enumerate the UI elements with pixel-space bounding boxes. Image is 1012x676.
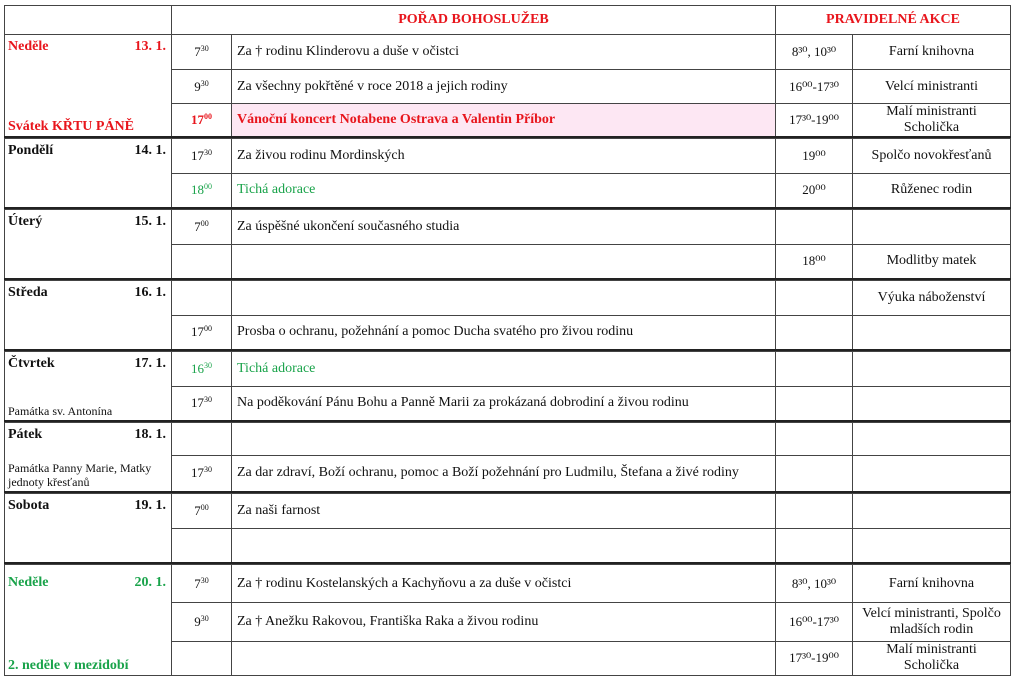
concert-intention: Vánoční koncert Notabene Ostrava a Valentin Příbor	[232, 103, 776, 137]
day-cell-friday	[5, 423, 172, 493]
mass-intention: Za † rodinu Klinderovu a duše v očistci	[232, 35, 776, 70]
day-name: Sobota	[8, 498, 50, 513]
mass-time	[172, 423, 232, 456]
mass-intention: Za naši farnost	[232, 494, 776, 529]
event-time: 17³⁰-19⁰⁰	[776, 641, 853, 675]
day-note: Svátek KŘTU PÁNĚ	[8, 119, 135, 134]
day-cell-sunday-13	[5, 35, 172, 138]
mass-intention: Prosba o ochranu, požehnání a pomoc Ducha svatého pro živou rodinu	[232, 315, 776, 350]
event-time	[776, 423, 853, 456]
day-cell-sunday-20	[5, 565, 172, 676]
mass-time	[172, 641, 232, 675]
table-row	[5, 565, 1011, 603]
day-date: 14. 1.	[134, 143, 166, 158]
event-time	[776, 386, 853, 421]
mass-intention: Za dar zdraví, Boží ochranu, pomoc a Boží požehnání pro Ludmilu, Štefana a živé rodiny	[232, 455, 776, 492]
mass-time: $17^{00}$	[172, 103, 232, 137]
table-row	[5, 423, 1011, 456]
mass-time: $17^{30}$	[172, 386, 232, 421]
day-cell-tuesday	[5, 210, 172, 280]
event-name	[853, 315, 1011, 350]
event-name	[853, 423, 1011, 456]
day-date: 16. 1.	[134, 285, 166, 300]
day-name: Pondělí	[8, 143, 54, 158]
mass-time: $17^{00}$	[172, 315, 232, 350]
event-name	[853, 494, 1011, 529]
event-name	[853, 352, 1011, 387]
day-date: 15. 1.	[134, 214, 166, 229]
day-cell-saturday	[5, 494, 172, 564]
day-name: Neděle	[8, 575, 49, 590]
event-name	[853, 528, 1011, 563]
event-time: 18⁰⁰	[776, 244, 853, 279]
schedule-sheet	[4, 5, 1010, 673]
day-note: 2. neděle v mezidobí	[8, 658, 129, 673]
mass-time: $17^{30}$	[172, 139, 232, 174]
event-time	[776, 528, 853, 563]
day-cell-wednesday	[5, 281, 172, 351]
day-name: Pátek	[8, 427, 43, 442]
regular-events-title: PRAVIDELNÉ AKCE	[776, 6, 1011, 35]
schedule-title: POŘAD BOHOSLUŽEB	[172, 6, 776, 35]
event-time	[776, 210, 853, 245]
day-cell-thursday	[5, 352, 172, 422]
event-name: Růženec rodin	[853, 173, 1011, 208]
mass-time: $7^{00}$	[172, 210, 232, 245]
day-note: Památka Panny Marie, Matky jednoty křesťanů	[8, 461, 152, 489]
mass-intention: Za † Anežku Rakovou, Františka Raka a živou rodinu	[232, 603, 776, 641]
event-time	[776, 455, 853, 492]
event-time: 8³⁰, 10³⁰	[776, 565, 853, 603]
day-note: Památka sv. Antonína	[8, 404, 113, 418]
mass-intention	[232, 423, 776, 456]
schedule-table	[4, 5, 1011, 676]
mass-intention: Za živou rodinu Mordinských	[232, 139, 776, 174]
mass-time	[172, 528, 232, 563]
mass-time: $18^{00}$	[172, 173, 232, 208]
day-name: Neděle	[8, 39, 49, 54]
event-name: Spolčo novokřesťanů	[853, 139, 1011, 174]
event-name: Velcí ministranti, Spolčo mladších rodin	[853, 603, 1011, 641]
event-name: Modlitby matek	[853, 244, 1011, 279]
event-name: Velcí ministranti	[853, 70, 1011, 103]
mass-intention	[232, 528, 776, 563]
mass-intention	[232, 244, 776, 279]
mass-intention: Na poděkování Pánu Bohu a Panně Marii za prokázaná dobrodiní a živou rodinu	[232, 386, 776, 421]
event-name: Farní knihovna	[853, 565, 1011, 603]
table-row	[5, 139, 1011, 174]
day-date: 13. 1.	[134, 39, 166, 54]
mass-time: $17^{30}$	[172, 455, 232, 492]
mass-intention: Tichá adorace	[232, 352, 776, 387]
day-name: Čtvrtek	[8, 356, 55, 371]
day-date: 18. 1.	[134, 427, 166, 442]
event-time: 17³⁰-19⁰⁰	[776, 103, 853, 137]
mass-time: $7^{30}$	[172, 35, 232, 70]
mass-intention: Tichá adorace	[232, 173, 776, 208]
event-name: Farní knihovna	[853, 35, 1011, 70]
header-row	[5, 6, 1011, 35]
table-row	[5, 494, 1011, 529]
mass-time	[172, 281, 232, 316]
mass-time	[172, 244, 232, 279]
event-name	[853, 386, 1011, 421]
mass-time: $7^{30}$	[172, 565, 232, 603]
event-name: Výuka náboženství	[853, 281, 1011, 316]
day-date: 17. 1.	[134, 356, 166, 371]
mass-intention	[232, 281, 776, 316]
event-time: 20⁰⁰	[776, 173, 853, 208]
event-name	[853, 455, 1011, 492]
mass-intention: Za † rodinu Kostelanských a Kachyňovu a za duše v očistci	[232, 565, 776, 603]
mass-time: $16^{30}$	[172, 352, 232, 387]
event-time	[776, 352, 853, 387]
mass-intention	[232, 641, 776, 675]
day-date: 19. 1.	[134, 498, 166, 513]
mass-intention: Za všechny pokřtěné v roce 2018 a jejich rodiny	[232, 70, 776, 103]
event-time	[776, 315, 853, 350]
day-cell-monday	[5, 139, 172, 209]
table-row	[5, 210, 1011, 245]
mass-intention: Za úspěšné ukončení současného studia	[232, 210, 776, 245]
table-row	[5, 281, 1011, 316]
event-time: 16⁰⁰-17³⁰	[776, 70, 853, 103]
table-row	[5, 352, 1011, 387]
event-name	[853, 210, 1011, 245]
mass-time: $9^{30}$	[172, 70, 232, 103]
mass-time: $7^{00}$	[172, 494, 232, 529]
event-time: 19⁰⁰	[776, 139, 853, 174]
event-time	[776, 494, 853, 529]
mass-time: $9^{30}$	[172, 603, 232, 641]
event-time: 16⁰⁰-17³⁰	[776, 603, 853, 641]
table-row	[5, 35, 1011, 70]
day-date: 20. 1.	[134, 575, 166, 590]
day-name: Úterý	[8, 214, 43, 229]
event-name: Malí ministranti Scholička	[853, 103, 1011, 137]
event-time	[776, 281, 853, 316]
day-name: Středa	[8, 285, 48, 300]
header-blank	[5, 6, 172, 35]
event-name: Malí ministranti Scholička	[853, 641, 1011, 675]
event-time: 8³⁰, 10³⁰	[776, 35, 853, 70]
